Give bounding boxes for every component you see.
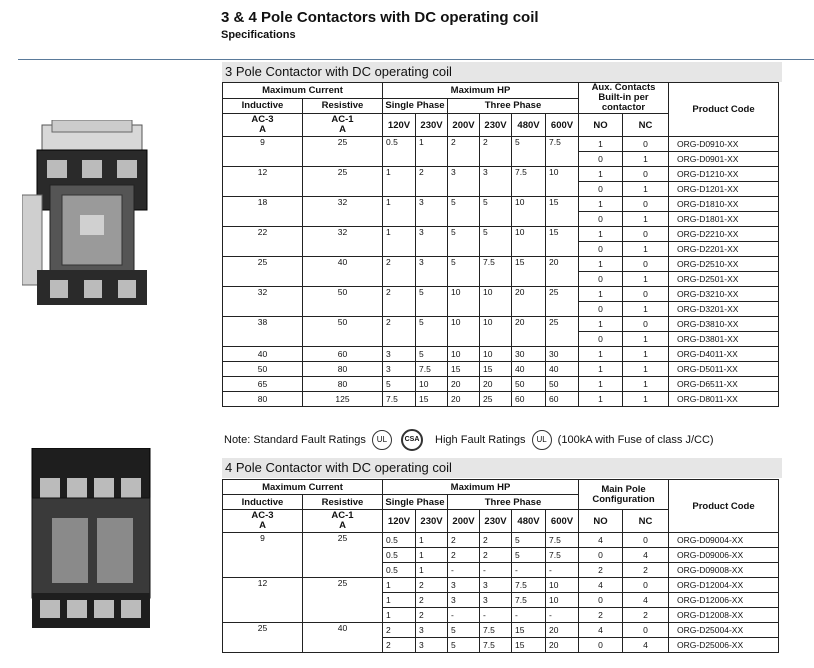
hp-rating-cell: 7.5 <box>512 578 546 593</box>
hp-rating-cell: 10 <box>416 377 448 392</box>
hp-rating-cell: 20 <box>546 257 579 287</box>
hp-rating-cell: 3 <box>448 593 480 608</box>
table-row <box>223 392 779 407</box>
ac1-current-cell: 32 <box>303 197 383 227</box>
hp-rating-cell: 5 <box>448 227 480 257</box>
aux-nc-cell: 0 <box>623 257 669 272</box>
product-code-cell: ORG-D25006-XX <box>669 638 779 653</box>
aux-no-cell: 1 <box>579 347 623 362</box>
product-code-cell: ORG-D1801-XX <box>669 212 779 227</box>
aux-nc-cell: 1 <box>623 212 669 227</box>
product-code-cell: ORG-D12006-XX <box>669 593 779 608</box>
hp-rating-cell: 5 <box>448 623 480 638</box>
ac1-current-cell: 60 <box>303 347 383 362</box>
section-3pole-heading: 3 Pole Contactor with DC operating coil <box>222 62 782 82</box>
hp-rating-cell: 1 <box>416 533 448 548</box>
hp-rating-cell: 7.5 <box>546 533 579 548</box>
hp-rating-cell: 2 <box>480 548 512 563</box>
ac3-header: AC-3 A <box>223 114 303 137</box>
ac1-current-cell: 40 <box>303 257 383 287</box>
v120-header: 120V <box>383 510 416 533</box>
aux-no-cell: 1 <box>579 227 623 242</box>
hp-rating-cell: 10 <box>546 167 579 197</box>
no-header: NO <box>579 510 623 533</box>
hp-rating-cell: 40 <box>546 362 579 377</box>
max-current-header: Maximum Current <box>223 83 383 99</box>
hp-rating-cell: 3 <box>480 578 512 593</box>
ac1-current-cell: 25 <box>303 137 383 167</box>
table-row <box>223 347 779 362</box>
hp-rating-cell: 1 <box>383 167 416 197</box>
hp-rating-cell: 3 <box>448 167 480 197</box>
hp-rating-cell: 10 <box>512 197 546 227</box>
three-phase-header: Three Phase <box>448 495 579 510</box>
product-code-cell: ORG-D09006-XX <box>669 548 779 563</box>
hp-rating-cell: 7.5 <box>383 392 416 407</box>
hp-rating-cell: 3 <box>416 623 448 638</box>
ac3-current-cell: 80 <box>223 392 303 407</box>
aux-no-cell: 1 <box>579 137 623 152</box>
pole-no-cell: 4 <box>579 623 623 638</box>
v600-header: 600V <box>546 114 579 137</box>
product-code-cell: ORG-D2210-XX <box>669 227 779 242</box>
hp-rating-cell: 2 <box>416 608 448 623</box>
hp-rating-cell: 15 <box>416 392 448 407</box>
aux-no-cell: 1 <box>579 257 623 272</box>
aux-nc-cell: 1 <box>623 392 669 407</box>
high-fault-label: High Fault Ratings <box>435 434 526 446</box>
nc-header: NC <box>623 510 669 533</box>
aux-nc-cell: 1 <box>623 377 669 392</box>
hp-rating-cell: 2 <box>448 533 480 548</box>
aux-nc-cell: 1 <box>623 347 669 362</box>
ac3-current-cell: 18 <box>223 197 303 227</box>
header-rule-right <box>785 59 814 60</box>
hp-rating-cell: 15 <box>512 638 546 653</box>
inductive-header: Inductive <box>223 495 303 510</box>
hp-rating-cell: - <box>512 563 546 578</box>
aux-nc-cell: 1 <box>623 332 669 347</box>
hp-rating-cell: 3 <box>416 227 448 257</box>
hp-rating-cell: 30 <box>512 347 546 362</box>
hp-rating-cell: 2 <box>480 137 512 167</box>
hp-rating-cell: 2 <box>383 257 416 287</box>
hp-rating-cell: 10 <box>512 227 546 257</box>
product-code-cell: ORG-D3801-XX <box>669 332 779 347</box>
product-code-cell: ORG-D1201-XX <box>669 182 779 197</box>
hp-rating-cell: 0.5 <box>383 533 416 548</box>
hp-rating-cell: 20 <box>512 287 546 317</box>
three-phase-header: Three Phase <box>448 98 579 114</box>
hp-rating-cell: 2 <box>383 317 416 347</box>
v230-header: 230V <box>480 510 512 533</box>
aux-nc-cell: 0 <box>623 197 669 212</box>
hp-rating-cell: 15 <box>546 197 579 227</box>
hp-rating-cell: 7.5 <box>546 548 579 563</box>
hp-rating-cell: 5 <box>448 197 480 227</box>
aux-no-cell: 1 <box>579 167 623 182</box>
v120-header: 120V <box>383 114 416 137</box>
product-code-cell: ORG-D2510-XX <box>669 257 779 272</box>
hp-rating-cell: 10 <box>448 317 480 347</box>
table-row <box>223 167 779 182</box>
table-row <box>223 377 779 392</box>
hp-rating-cell: 20 <box>448 377 480 392</box>
hp-rating-cell: 20 <box>448 392 480 407</box>
hp-rating-cell: 60 <box>546 392 579 407</box>
header-rule <box>18 59 785 60</box>
ac3-header: AC-3 A <box>223 510 303 533</box>
product-code-cell: ORG-D0901-XX <box>669 152 779 167</box>
hp-rating-cell: - <box>512 608 546 623</box>
aux-nc-cell: 1 <box>623 272 669 287</box>
pole-no-cell: 2 <box>579 608 623 623</box>
hp-rating-cell: 1 <box>416 548 448 563</box>
single-phase-header: Single Phase <box>383 495 448 510</box>
table-row <box>223 257 779 272</box>
aux-no-cell: 0 <box>579 182 623 197</box>
table-row <box>223 317 779 332</box>
ac1-current-cell: 25 <box>303 578 383 623</box>
aux-nc-cell: 0 <box>623 227 669 242</box>
pole-nc-cell: 4 <box>623 548 669 563</box>
ac3-current-cell: 38 <box>223 317 303 347</box>
ac1-current-cell: 125 <box>303 392 383 407</box>
hp-rating-cell: 15 <box>448 362 480 377</box>
v480-header: 480V <box>512 114 546 137</box>
aux-nc-cell: 1 <box>623 152 669 167</box>
aux-nc-cell: 0 <box>623 317 669 332</box>
pole-nc-cell: 0 <box>623 578 669 593</box>
ac3-current-cell: 12 <box>223 167 303 197</box>
hp-rating-cell: 7.5 <box>512 593 546 608</box>
hp-rating-cell: 7.5 <box>480 623 512 638</box>
table-row <box>223 197 779 212</box>
hp-rating-cell: 5 <box>512 533 546 548</box>
aux-contacts-header: Aux. Contacts Built-in per contactor <box>579 83 669 114</box>
ac3-current-cell: 9 <box>223 137 303 167</box>
page-title: 3 & 4 Pole Contactors with DC operating coil <box>221 9 539 26</box>
note-label: Note: Standard Fault Ratings <box>224 434 366 446</box>
hp-rating-cell: 30 <box>546 347 579 362</box>
hp-rating-cell: 15 <box>480 362 512 377</box>
ac1-current-cell: 50 <box>303 317 383 347</box>
hp-rating-cell: 20 <box>546 638 579 653</box>
aux-nc-cell: 1 <box>623 302 669 317</box>
ac3-current-cell: 22 <box>223 227 303 257</box>
hp-rating-cell: 2 <box>383 287 416 317</box>
hp-rating-cell: 10 <box>448 347 480 362</box>
hp-rating-cell: 5 <box>448 638 480 653</box>
hp-rating-cell: 7.5 <box>416 362 448 377</box>
pole-no-cell: 4 <box>579 533 623 548</box>
table-row <box>223 362 779 377</box>
hp-rating-cell: 3 <box>480 167 512 197</box>
hp-rating-cell: 7.5 <box>546 137 579 167</box>
pole-nc-cell: 2 <box>623 563 669 578</box>
hp-rating-cell: 3 <box>416 197 448 227</box>
ac1-header: AC-1 A <box>303 510 383 533</box>
hp-rating-cell: - <box>546 563 579 578</box>
aux-nc-cell: 1 <box>623 182 669 197</box>
hp-rating-cell: 2 <box>416 578 448 593</box>
v230-header: 230V <box>480 114 512 137</box>
hp-rating-cell: 2 <box>383 638 416 653</box>
hp-rating-cell: 2 <box>448 137 480 167</box>
ac1-current-cell: 40 <box>303 623 383 653</box>
hp-rating-cell: 5 <box>512 548 546 563</box>
ul-listed-icon: UL <box>372 430 392 450</box>
table-row <box>223 623 779 638</box>
main-pole-config-header: Main Pole Configuration <box>579 480 669 510</box>
hp-rating-cell: 7.5 <box>480 638 512 653</box>
hp-rating-cell: 15 <box>512 623 546 638</box>
hp-rating-cell: 3 <box>448 578 480 593</box>
aux-nc-cell: 1 <box>623 242 669 257</box>
product-code-cell: ORG-D1210-XX <box>669 167 779 182</box>
product-code-cell: ORG-D5011-XX <box>669 362 779 377</box>
product-code-cell: ORG-D3210-XX <box>669 287 779 302</box>
aux-no-cell: 1 <box>579 377 623 392</box>
v200-header: 200V <box>448 114 480 137</box>
aux-no-cell: 1 <box>579 317 623 332</box>
table-row <box>223 227 779 242</box>
ac3-current-cell: 32 <box>223 287 303 317</box>
hp-rating-cell: 40 <box>512 362 546 377</box>
hp-rating-cell: 1 <box>416 563 448 578</box>
hp-rating-cell: - <box>448 563 480 578</box>
product-code-cell: ORG-D8011-XX <box>669 392 779 407</box>
max-hp-header: Maximum HP <box>383 480 579 495</box>
hp-rating-cell: 10 <box>480 347 512 362</box>
hp-rating-cell: 5 <box>416 347 448 362</box>
hp-rating-cell: 2 <box>480 533 512 548</box>
ac1-current-cell: 80 <box>303 377 383 392</box>
hp-rating-cell: 10 <box>480 287 512 317</box>
aux-nc-cell: 0 <box>623 167 669 182</box>
hp-rating-cell: 1 <box>383 197 416 227</box>
ac1-current-cell: 25 <box>303 167 383 197</box>
hp-rating-cell: 5 <box>512 137 546 167</box>
ac1-current-cell: 80 <box>303 362 383 377</box>
product-code-cell: ORG-D3810-XX <box>669 317 779 332</box>
hp-rating-cell: 15 <box>512 257 546 287</box>
hp-rating-cell: 15 <box>546 227 579 257</box>
pole-no-cell: 2 <box>579 563 623 578</box>
fault-ratings-note <box>224 429 714 451</box>
hp-rating-cell: 3 <box>416 257 448 287</box>
hp-rating-cell: 5 <box>480 227 512 257</box>
v600-header: 600V <box>546 510 579 533</box>
table-row <box>223 578 779 593</box>
pole-nc-cell: 4 <box>623 593 669 608</box>
hp-rating-cell: 5 <box>480 197 512 227</box>
nc-header: NC <box>623 114 669 137</box>
product-code-cell: ORG-D12004-XX <box>669 578 779 593</box>
v200-header: 200V <box>448 510 480 533</box>
hp-rating-cell: 2 <box>416 593 448 608</box>
product-code-cell: ORG-D6511-XX <box>669 377 779 392</box>
aux-no-cell: 0 <box>579 272 623 287</box>
hp-rating-cell: 3 <box>416 638 448 653</box>
ac1-current-cell: 25 <box>303 533 383 578</box>
ul-listed-icon: UL <box>532 430 552 450</box>
ac3-current-cell: 9 <box>223 533 303 578</box>
hp-rating-cell: 2 <box>448 548 480 563</box>
hp-rating-cell: 50 <box>546 377 579 392</box>
hp-rating-cell: 25 <box>480 392 512 407</box>
pole-nc-cell: 4 <box>623 638 669 653</box>
table-row <box>223 533 779 548</box>
ac3-current-cell: 25 <box>223 623 303 653</box>
hp-rating-cell: 25 <box>546 317 579 347</box>
three-pole-contactor-photo <box>22 120 162 310</box>
product-code-cell: ORG-D4011-XX <box>669 347 779 362</box>
hp-rating-cell: 2 <box>416 167 448 197</box>
ac3-current-cell: 12 <box>223 578 303 623</box>
aux-no-cell: 0 <box>579 152 623 167</box>
hp-rating-cell: 5 <box>416 287 448 317</box>
ac3-current-cell: 40 <box>223 347 303 362</box>
pole-nc-cell: 0 <box>623 623 669 638</box>
ac3-current-cell: 25 <box>223 257 303 287</box>
product-code-cell: ORG-D2201-XX <box>669 242 779 257</box>
page-subtitle: Specifications <box>221 29 296 41</box>
max-current-header: Maximum Current <box>223 480 383 495</box>
pole-no-cell: 4 <box>579 578 623 593</box>
ac1-current-cell: 32 <box>303 227 383 257</box>
pole-nc-cell: 2 <box>623 608 669 623</box>
product-code-header: Product Code <box>669 480 779 533</box>
hp-rating-cell: 7.5 <box>512 167 546 197</box>
hp-rating-cell: 20 <box>480 377 512 392</box>
product-code-cell: ORG-D09008-XX <box>669 563 779 578</box>
hp-rating-cell: - <box>448 608 480 623</box>
hp-rating-cell: 7.5 <box>480 257 512 287</box>
hp-rating-cell: 60 <box>512 392 546 407</box>
hp-rating-cell: 10 <box>480 317 512 347</box>
aux-no-cell: 0 <box>579 332 623 347</box>
resistive-header: Resistive <box>303 98 383 114</box>
hp-rating-cell: 5 <box>448 257 480 287</box>
hp-rating-cell: 2 <box>383 623 416 638</box>
hp-rating-cell: 0.5 <box>383 563 416 578</box>
max-hp-header: Maximum HP <box>383 83 579 99</box>
hp-rating-cell: 5 <box>383 377 416 392</box>
hp-rating-cell: 10 <box>546 593 579 608</box>
pole-no-cell: 0 <box>579 638 623 653</box>
pole-nc-cell: 0 <box>623 533 669 548</box>
hp-rating-cell: 1 <box>383 227 416 257</box>
product-code-cell: ORG-D12008-XX <box>669 608 779 623</box>
csa-certified-icon: CSA <box>401 429 423 451</box>
aux-no-cell: 0 <box>579 302 623 317</box>
aux-no-cell: 1 <box>579 197 623 212</box>
hp-rating-cell: - <box>546 608 579 623</box>
aux-no-cell: 1 <box>579 392 623 407</box>
aux-no-cell: 1 <box>579 362 623 377</box>
product-code-cell: ORG-D1810-XX <box>669 197 779 212</box>
inductive-header: Inductive <box>223 98 303 114</box>
hp-rating-cell: 1 <box>383 608 416 623</box>
product-code-header: Product Code <box>669 83 779 137</box>
ac3-current-cell: 65 <box>223 377 303 392</box>
hp-rating-cell: 10 <box>546 578 579 593</box>
hp-rating-cell: 3 <box>383 362 416 377</box>
v480-header: 480V <box>512 510 546 533</box>
hp-rating-cell: - <box>480 563 512 578</box>
ac1-header: AC-1 A <box>303 114 383 137</box>
hp-rating-cell: 1 <box>383 593 416 608</box>
aux-nc-cell: 0 <box>623 137 669 152</box>
product-code-cell: ORG-D2501-XX <box>669 272 779 287</box>
aux-no-cell: 1 <box>579 287 623 302</box>
aux-nc-cell: 0 <box>623 287 669 302</box>
hp-rating-cell: 5 <box>416 317 448 347</box>
hp-rating-cell: 1 <box>383 578 416 593</box>
ac1-current-cell: 50 <box>303 287 383 317</box>
hp-rating-cell: 25 <box>546 287 579 317</box>
product-code-cell: ORG-D3201-XX <box>669 302 779 317</box>
aux-nc-cell: 1 <box>623 362 669 377</box>
hp-rating-cell: - <box>480 608 512 623</box>
hp-rating-cell: 0.5 <box>383 137 416 167</box>
v230-header: 230V <box>416 114 448 137</box>
four-pole-contactor-photo <box>22 448 160 628</box>
four-pole-spec-table <box>222 479 779 653</box>
ac3-current-cell: 50 <box>223 362 303 377</box>
fuse-class-note: (100kA with Fuse of class J/CC) <box>557 434 714 446</box>
product-code-cell: ORG-D09004-XX <box>669 533 779 548</box>
pole-no-cell: 0 <box>579 548 623 563</box>
resistive-header: Resistive <box>303 495 383 510</box>
single-phase-header: Single Phase <box>383 98 448 114</box>
hp-rating-cell: 20 <box>546 623 579 638</box>
hp-rating-cell: 0.5 <box>383 548 416 563</box>
hp-rating-cell: 10 <box>448 287 480 317</box>
section-4pole-heading: 4 Pole Contactor with DC operating coil <box>222 458 782 478</box>
three-pole-spec-table <box>222 82 779 407</box>
no-header: NO <box>579 114 623 137</box>
hp-rating-cell: 1 <box>416 137 448 167</box>
pole-no-cell: 0 <box>579 593 623 608</box>
hp-rating-cell: 20 <box>512 317 546 347</box>
hp-rating-cell: 50 <box>512 377 546 392</box>
table-row <box>223 137 779 152</box>
aux-no-cell: 0 <box>579 212 623 227</box>
hp-rating-cell: 3 <box>383 347 416 362</box>
v230-header: 230V <box>416 510 448 533</box>
product-code-cell: ORG-D25004-XX <box>669 623 779 638</box>
table-row <box>223 287 779 302</box>
aux-no-cell: 0 <box>579 242 623 257</box>
product-code-cell: ORG-D0910-XX <box>669 137 779 152</box>
hp-rating-cell: 3 <box>480 593 512 608</box>
